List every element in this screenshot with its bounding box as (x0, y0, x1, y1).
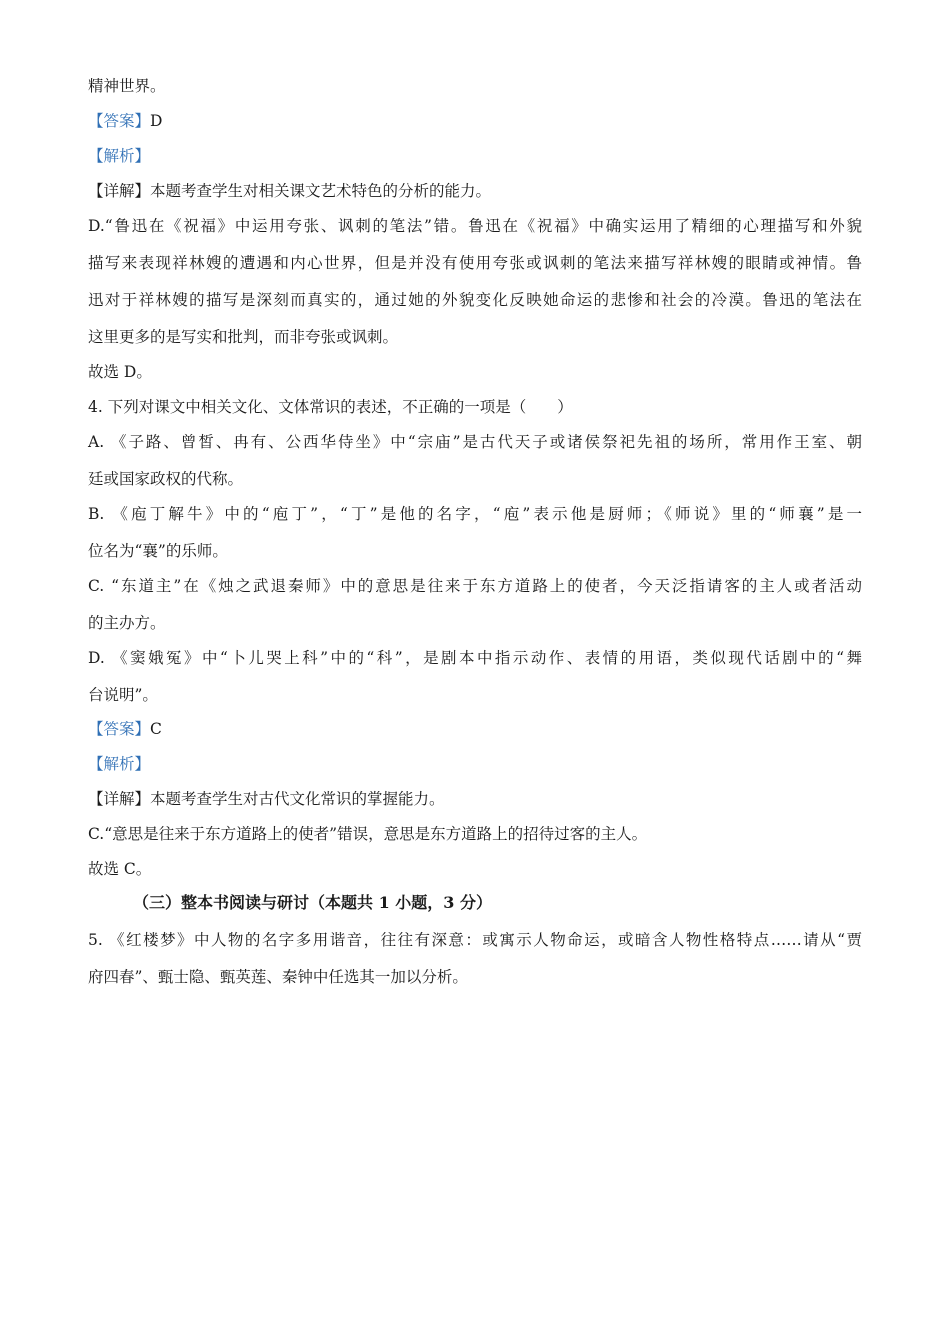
text-line: D.“鲁迅在《祝福》中运用夸张、讽刺的笔法”错。鲁迅在《祝福》中确实运用了精细的心理描写和外貌 (88, 217, 862, 235)
option-b: B. 《庖丁解牛》中的“庖丁”，“丁”是他的名字，“庖”表示他是厨师；《师说》里的“师襄”是一 (88, 505, 862, 523)
option-d: D. 《窦娥冤》中“卜儿哭上科”中的“科”，是剧本中指示动作、表情的用语，类似现代话剧中的“舞 (88, 649, 862, 667)
text-line: 描写来表现祥林嫂的遭遇和内心世界，但是并没有使用夸张或讽刺的笔法来描写祥林嫂的眼睛或神情。鲁 (88, 254, 862, 272)
text-line: 台说明”。 (88, 686, 158, 704)
answer-tag: 【答案】 (88, 720, 151, 738)
answer-value: C (150, 720, 162, 738)
answer-line (88, 111, 862, 131)
text-line: 【详解】本题考查学生对相关课文艺术特色的分析的能力。 (88, 182, 492, 200)
answer-line (88, 719, 862, 739)
text-line: 的主办方。 (88, 614, 166, 632)
answer-value: D (150, 112, 163, 130)
section-heading: （三）整本书阅读与研讨（本题共 1 小题，3 分） (133, 893, 492, 912)
text-line: 廷或国家政权的代称。 (88, 470, 244, 488)
text-line: 精神世界。 (88, 77, 166, 95)
text-line: 故选 C。 (88, 860, 152, 878)
text-line: 这里更多的是写实和批判，而非夸张或讽刺。 (88, 328, 399, 346)
question-5: 5. 《红楼梦》中人物的名字多用谐音，往往有深意：或寓示人物命运，或暗含人物性格特点……请从“贾 (88, 931, 862, 949)
analysis-tag: 【解析】 (88, 755, 151, 773)
text-line: 【详解】本题考查学生对古代文化常识的掌握能力。 (88, 790, 445, 808)
text-line: 位名为“襄”的乐师。 (88, 542, 228, 560)
analysis-line (88, 146, 862, 166)
analysis-tag: 【解析】 (88, 147, 151, 165)
question-4: 4. 下列对课文中相关文化、文体常识的表述，不正确的一项是（ ） (88, 398, 573, 416)
text-line: 故选 D。 (88, 363, 152, 381)
option-c: C. “东道主”在《烛之武退秦师》中的意思是往来于东方道路上的使者，今天泛指请客的主人或者活动 (88, 577, 862, 595)
text-line: 迅对于祥林嫂的描写是深刻而真实的，通过她的外貌变化反映她命运的悲惨和社会的冷漠。鲁迅的笔法在 (88, 291, 862, 309)
analysis-line (88, 754, 862, 774)
answer-tag: 【答案】 (88, 112, 151, 130)
text-line: C.“意思是往来于东方道路上的使者”错误，意思是东方道路上的招待过客的主人。 (88, 825, 648, 843)
option-a: A. 《子路、曾皙、冉有、公西华侍坐》中“宗庙”是古代天子或诸侯祭祀先祖的场所，常用作王室、朝 (88, 433, 862, 451)
text-line: 府四春”、甄士隐、甄英莲、秦钟中任选其一加以分析。 (88, 968, 468, 986)
